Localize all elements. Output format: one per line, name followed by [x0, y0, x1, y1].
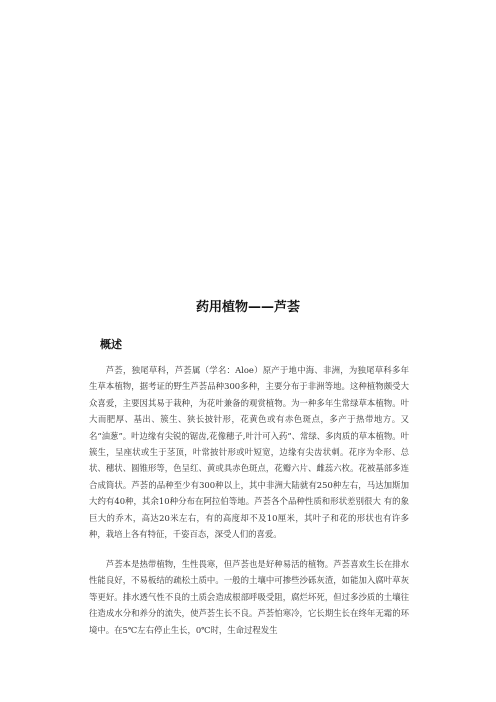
- body-paragraph: 芦荟，独尾草科，芦荟属（学名：Aloe）原产于地中海、非洲，为独尾草科多年生草本植物，据考证的野生芦荟品种300多种，主要分布于非洲等地。这种植物颇受大众喜爱，主要因其易于栽种，为花叶兼备的观赏植物。为一种多年生常绿草本植物。叶大而肥厚、基出、簇生、狭长披针形，花黄色或有赤色斑点，多产于热带地方。又名“油葱”。叶边缘有尖锐的锯齿,花像穗子,叶汁可入药”、常绿、多肉质的草本植物。叶簇生，呈座状或生于茎顶，叶常披针形或叶短宽，边缘有尖齿状刺。花序为伞形、总状、穗状、圆锥形等，色呈红、黄或具赤色斑点，花瓣六片、雌蕊六枚。花被基部多连合成筒状。芦荟的品种至少有300种以上，其中非洲大陆就有250种左右，马达加斯加大约有40种，其余10种分布在阿拉伯等地。芦荟各个品种性质和形状差别很大 有的象巨大的乔木，高达20米左右，有的高度却不及10厘米，其叶子和花的形状也有许多种，栽培上各有特征，千姿百态，深受人们的喜爱。: [89, 365, 409, 540]
- body-paragraph: 芦荟本是热带植物，生性畏寒，但芦荟也是好种易活的植物。芦荟喜欢生长在排水性能良好，不易板结的疏松土质中。一般的土壤中可掺些沙砾灰渣，如能加入腐叶草灰等更好。排水透气性不良的土质会造成根部呼吸受阻，腐烂坏死，但过多沙质的土壤往往造成水分和养分的流失，使芦荟生长不良。芦荟怕寒冷，它长期生长在终年无霜的环境中。在5℃左右停止生长，0℃时，生命过程发生: [89, 559, 409, 635]
- document-title: 药用植物——芦荟: [195, 300, 300, 315]
- section-heading: 概述: [100, 338, 122, 351]
